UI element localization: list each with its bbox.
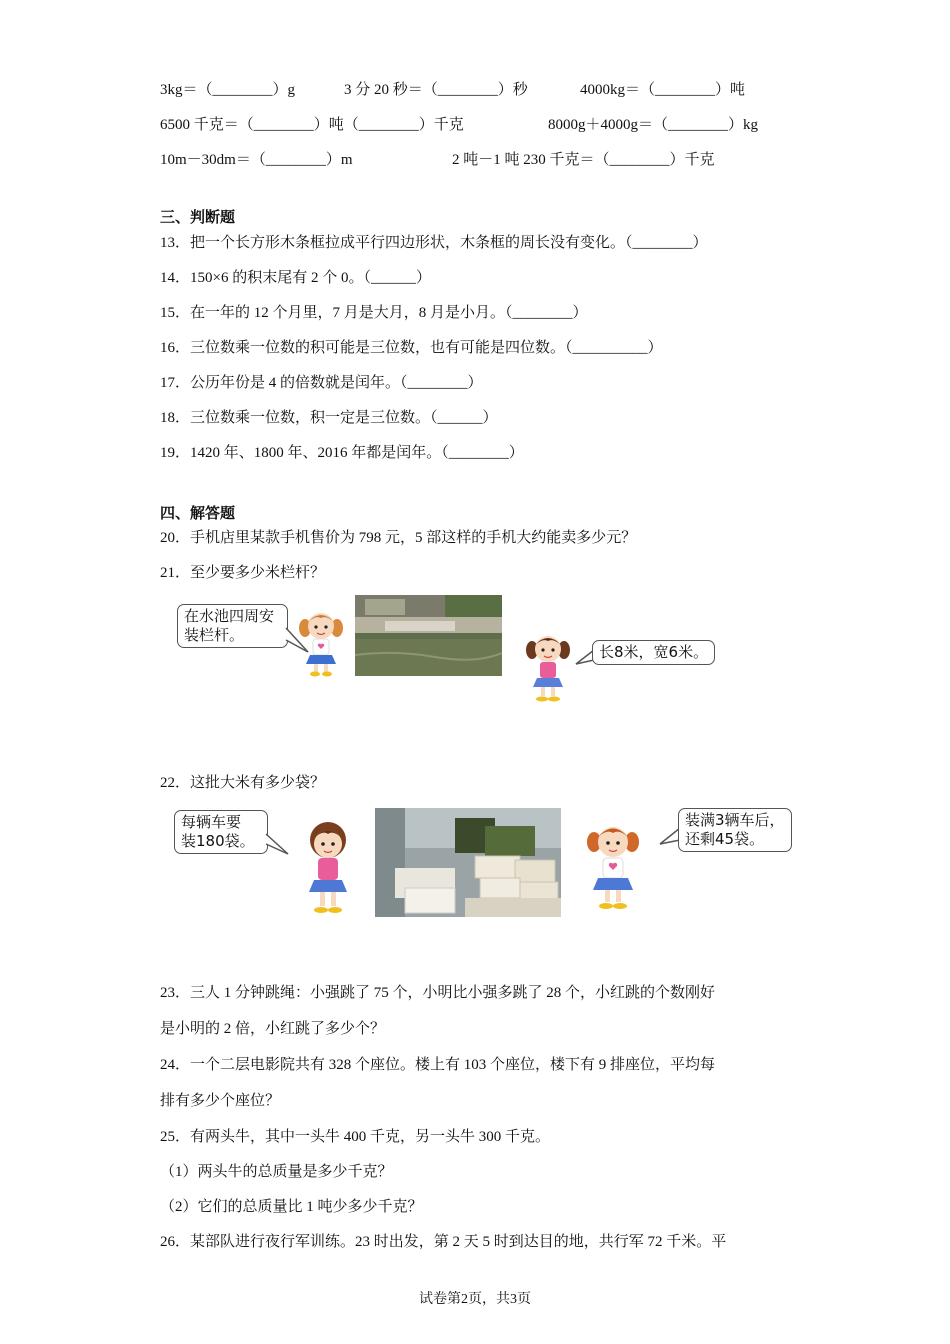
- question-24-line-2: 排有多少个座位？: [160, 1093, 281, 1109]
- conversion-1b: 3 分 20 秒＝（________）秒: [344, 82, 528, 98]
- question-25-part-2: （2）它们的总质量比 1 吨少多少千克？: [160, 1199, 423, 1215]
- bubble-line: 在水池四周安: [184, 607, 275, 625]
- question-17: 17．公历年份是 4 的倍数就是闰年。（________）: [160, 375, 483, 391]
- girl-cartoon-icon: [300, 818, 356, 920]
- bubble-tail-icon: [264, 832, 290, 858]
- question-20: 20．手机店里某款手机售价为 798 元，5 部这样的手机大约能卖多少元？: [160, 530, 637, 546]
- conversion-3b: 2 吨－1 吨 230 千克＝（________）千克: [452, 152, 715, 168]
- speech-bubble-dimensions: 长8米，宽6米。: [592, 640, 715, 665]
- question-19: 19．1420 年、1800 年、2016 年都是闰年。（________）: [160, 445, 524, 461]
- conversion-3a: 10m－30dm＝（________）m: [160, 152, 353, 168]
- question-26: 26．某部队进行夜行军训练。23 时出发，第 2 天 5 时到达目的地，共行军 72 千米。平: [160, 1234, 727, 1250]
- section-3-title: 三、判断题: [160, 210, 236, 226]
- rice-delivery-photo: [375, 808, 561, 917]
- bubble-line: 装满3辆车后，: [685, 811, 785, 829]
- bubble-line: 每辆车要: [181, 813, 242, 831]
- bubble-line: 装180袋。: [181, 832, 255, 850]
- conversion-2b: 8000g＋4000g＝（________）kg: [548, 117, 759, 133]
- question-21: 21．至少要多少米栏杆？: [160, 565, 326, 581]
- girl-cartoon-icon: [296, 606, 346, 678]
- page-footer: 试卷第2页，共3页: [419, 1292, 531, 1307]
- question-18: 18．三位数乘一位数，积一定是三位数。（______）: [160, 410, 498, 426]
- girl-cartoon-icon: [522, 630, 574, 704]
- bubble-line: 还剩45袋。: [685, 830, 765, 848]
- question-14: 14．150×6 的积末尾有 2 个 0。（______）: [160, 270, 431, 286]
- question-23-line-2: 是小明的 2 倍，小红跳了多少个？: [160, 1021, 386, 1037]
- question-16: 16．三位数乘一位数的积可能是三位数，也有可能是四位数。（__________）: [160, 340, 663, 356]
- girl-cartoon-icon: [584, 820, 642, 914]
- speech-bubble-pool: [177, 604, 288, 648]
- conversion-1a: 3kg＝（________）g: [160, 82, 296, 98]
- speech-bubble-remaining: [678, 808, 792, 852]
- conversion-2a: 6500 千克＝（________）吨（________）千克: [160, 117, 464, 133]
- question-24-line-1: 24．一个二层电影院共有 328 个座位。楼上有 103 个座位，楼下有 9 排座位，平均每: [160, 1057, 716, 1073]
- speech-bubble-capacity: [174, 810, 268, 854]
- section-4-title: 四、解答题: [160, 506, 236, 522]
- question-13: 13．把一个长方形木条框拉成平行四边形状，木条框的周长没有变化。（________）: [160, 235, 708, 251]
- conversion-1c: 4000kg＝（________）吨: [580, 82, 746, 98]
- question-25-part-1: （1）两头牛的总质量是多少千克？: [160, 1164, 393, 1180]
- question-22: 22．这批大米有多少袋？: [160, 775, 326, 791]
- pool-photo: [355, 595, 502, 676]
- question-23-line-1: 23．三人 1 分钟跳绳：小强跳了 75 个，小明比小强多跳了 28 个，小红跳的个数刚好: [160, 985, 716, 1001]
- bubble-line: 装栏杆。: [184, 626, 245, 644]
- question-25: 25．有两头牛，其中一头牛 400 千克，另一头牛 300 千克。: [160, 1129, 551, 1145]
- question-15: 15．在一年的 12 个月里，7 月是大月，8 月是小月。（________）: [160, 305, 588, 321]
